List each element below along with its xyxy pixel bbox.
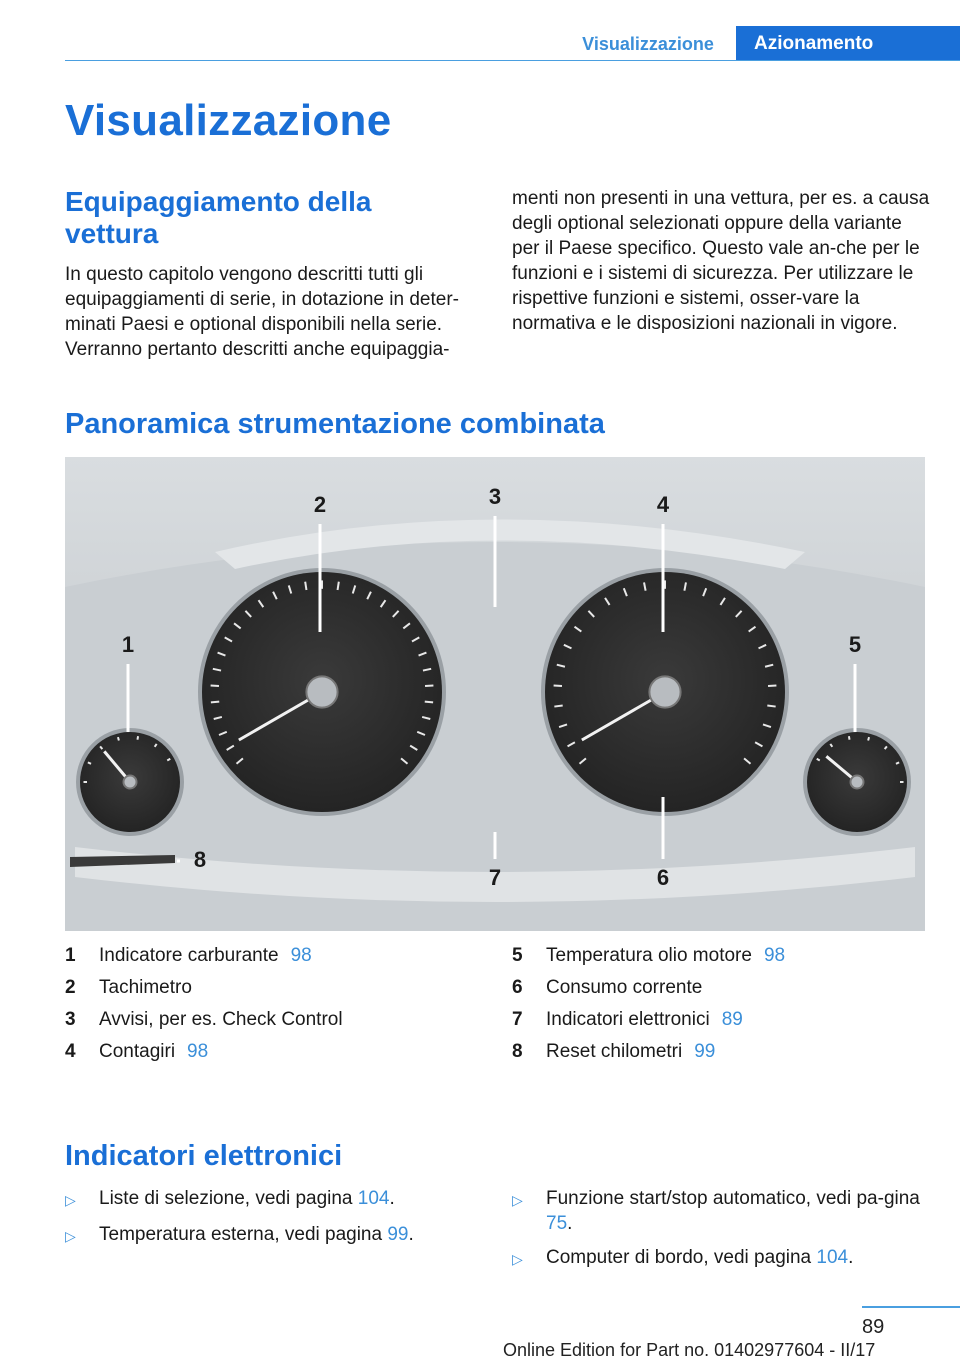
bullet-triangle-icon: ▷ [65,1192,76,1208]
page-ref-link[interactable]: 89 [721,1009,743,1030]
bullet-text [99,1186,479,1213]
callout-number: 8 [193,847,207,872]
bullet-item [65,1222,479,1249]
legend-label: Indicatore carburante [99,945,279,966]
legend-number: 7 [512,1009,523,1030]
speedometer-gauge-tick [305,582,306,590]
oil-temp-gauge-hub [851,776,864,789]
bullet-text-end: . [567,1213,573,1234]
bullet-triangle-icon: ▷ [65,1228,76,1244]
bullet-text-end: . [408,1224,414,1245]
legend-item [65,940,343,972]
intro-paragraph-left: In questo capitolo vengono descritti tutti gli equipaggiamenti di serie, in dotazione in deter-minati Paesi e optional disponibili nella serie. Verranno pertanto descritti anche equipaggia- [65,264,459,360]
bullet-triangle-icon: ▷ [512,1251,523,1267]
callout-number: 2 [313,492,327,517]
page-ref-link[interactable]: 99 [387,1224,409,1245]
legend-number: 5 [512,945,523,966]
section-heading-panoramica: Panoramica strumentazione combinata [65,408,605,440]
bullet-text-end: . [848,1247,854,1268]
bullet-text-end: . [389,1188,395,1209]
bullet-list-right [512,1186,926,1281]
header-rule [65,60,960,61]
fuel-gauge [76,728,184,836]
speedometer-gauge-tick [211,702,219,703]
bullet-text-main: Liste di selezione, vedi pagina [99,1188,358,1209]
callout-number: 7 [488,865,502,890]
bullet-item [512,1245,926,1272]
bullet-list-left [65,1186,479,1258]
oil-temp-gauge [803,728,911,836]
legend-number: 8 [512,1041,523,1062]
section-heading-indicatori: Indicatori elettronici [65,1140,343,1172]
legend-item [512,940,785,972]
edition-text: Online Edition for Part no. 01402977604 - II/17 [503,1340,876,1360]
callout-number: 4 [656,492,670,517]
instrument-cluster-figure [65,457,925,931]
tachometer-gauge-tick [767,705,775,706]
legend-number: 6 [512,977,523,998]
legend-label: Reset chilometri [546,1041,683,1062]
header-tab-azionamento[interactable]: Azionamento [736,26,960,61]
fuel-gauge-hub [124,776,137,789]
bullet-text [546,1245,926,1272]
page-number: 89 [862,1316,885,1338]
speedometer-gauge-tick [425,702,433,703]
page-title: Visualizzazione [65,96,392,145]
tachometer-gauge [541,568,789,816]
speedometer-gauge-tick [338,582,339,590]
intro-paragraph-right: menti non presenti in una vettura, per es. a causa degli optional selezionati oppure della variante per il Paese specifico. Questo vale an-che per le funzioni e i sistemi di sicurezza. Per utilizzare le rispettive funzioni e sistemi, osser-vare la normativa e le disposizioni nazionali in vigore. [512,188,930,334]
bullet-text-main: Funzione start/stop automatico, vedi pa-gina [546,1188,920,1209]
page-ref-link[interactable]: 98 [187,1041,209,1062]
fuel-gauge-tick [118,737,119,740]
callout-number: 6 [656,865,670,890]
legend-item [512,1036,785,1068]
bullet-item [512,1186,926,1236]
legend-number: 1 [65,945,76,966]
page-ref-link[interactable]: 98 [763,945,786,966]
legend-label: Avvisi, per es. Check Control [99,1009,343,1030]
legend-item [512,972,785,1004]
tachometer-gauge-tick [554,705,562,706]
callout-number: 1 [121,632,135,657]
oil-temp-gauge-tick [849,736,850,739]
fuel-gauge-tick [88,762,91,763]
legend-label: Tachimetro [99,977,192,998]
footer-rule [862,1306,960,1308]
page-ref-link[interactable]: 99 [694,1041,716,1062]
legend-label: Temperatura olio motore [546,945,752,966]
figure-legend-left [65,940,343,1068]
legend-number: 4 [65,1041,76,1062]
page-ref-link[interactable]: 75 [546,1213,568,1234]
legend-number: 3 [65,1009,76,1030]
callout-number: 5 [848,632,862,657]
fuel-gauge-tick [137,736,138,739]
speedometer-gauge-hub [306,676,337,707]
legend-label: Consumo corrente [546,977,703,998]
speedometer-gauge [198,568,446,816]
callout-number: 3 [488,484,502,509]
legend-label: Contagiri [99,1041,176,1062]
legend-item [512,1004,785,1036]
tachometer-gauge-hub [649,676,680,707]
legend-item [65,1036,343,1068]
bullet-triangle-icon: ▷ [512,1192,523,1208]
page-ref-link[interactable]: 98 [290,945,312,966]
bullet-text-main: Temperatura esterna, vedi pagina [99,1224,388,1245]
legend-label: Indicatori elettronici [546,1009,710,1030]
bullet-text [99,1222,479,1249]
bullet-text-main: Computer di bordo, vedi pagina [546,1247,817,1268]
legend-number: 2 [65,977,76,998]
oil-temp-gauge-tick [896,762,899,763]
figure-legend-right [512,940,785,1068]
header-tab-visualizzazione[interactable]: Visualizzazione [582,34,714,54]
bullet-item [65,1186,479,1213]
legend-item [65,1004,343,1036]
bullet-text [546,1186,926,1236]
section-heading-equipaggiamento: Equipaggiamento della vettura [65,186,372,249]
legend-item [65,972,343,1004]
page-ref-link[interactable]: 104 [816,1247,849,1268]
oil-temp-gauge-tick [868,737,869,740]
page-ref-link[interactable]: 104 [357,1188,390,1209]
